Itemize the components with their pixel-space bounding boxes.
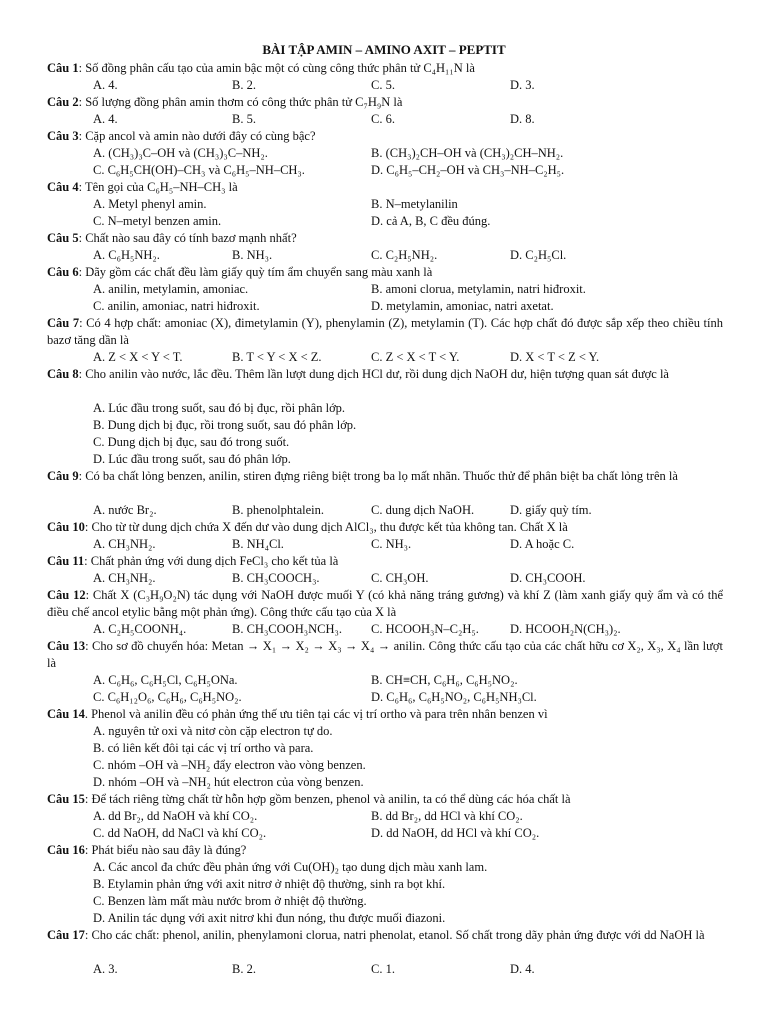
option-c[interactable]: C. 6. (371, 112, 395, 126)
question-label: Câu 1 (47, 61, 79, 75)
options-15-row1 (93, 808, 723, 825)
question-3 (47, 128, 723, 145)
question-label: Câu 14 (47, 707, 85, 721)
question-2 (47, 94, 723, 111)
question-text: : Cặp ancol và amin nào dưới đây có cùng bậc? (78, 129, 316, 143)
question-label: Câu 12 (47, 588, 86, 602)
option-b[interactable]: B. 2. (232, 962, 256, 976)
question-label: Câu 16 (47, 843, 85, 857)
option-b[interactable]: B. CH₃COOCH₃. (232, 571, 320, 585)
options-3-row2 (93, 162, 723, 179)
option-b[interactable]: B. Dung dịch bị đục, rồi trong suốt, sau đó phân lớp. (93, 418, 357, 432)
question-10 (47, 519, 723, 536)
question-label: Câu 9 (47, 469, 79, 483)
question-text: : Có 4 hợp chất: amoniac (X), đimetylamin (Y), phenylamin (Z), metylamin (T). Các hợp chất đó được sắp xếp theo chiều tính bazơ tăng dần là (47, 316, 723, 347)
option-c[interactable]: C. CH₃OH. (371, 571, 429, 585)
options-13-row2 (93, 689, 723, 706)
option-c[interactable]: C. nhóm –OH và –NH₂ đẩy electron vào vòng benzen. (93, 758, 366, 772)
question-text: : Số lượng đồng phân amin thơm có công thức phân tử C₇H₉N là (78, 95, 403, 109)
options-12 (93, 621, 723, 638)
question-text: : Để tách riêng từng chất từ hỗn hợp gồm benzen, phenol và anilin, ta có thể dùng các hóa chất là (84, 792, 571, 806)
option-c[interactable]: C. C₆H₁₂O₆, C₆H₆, C₆H₅NO₂. (93, 690, 242, 704)
question-label: Câu 13 (47, 639, 86, 653)
option-c[interactable]: C. Z < X < T < Y. (371, 350, 460, 364)
option-b[interactable]: B. dd Br₂, dd HCl và khí CO₂. (371, 809, 523, 823)
option-d[interactable]: D. C₂H₅Cl. (510, 248, 567, 262)
option-a[interactable]: A. dd Br₂, dd NaOH và khí CO₂. (93, 809, 258, 823)
option-b[interactable]: B. N–metylanilin (371, 197, 458, 211)
question-15 (47, 791, 723, 808)
question-text: : Tên gọi của C₆H₅–NH–CH₃ là (78, 180, 238, 194)
option-d[interactable]: D. nhóm –OH và –NH₂ hút electron của vòng benzen. (93, 775, 364, 789)
option-c[interactable]: C. dung dịch NaOH. (371, 503, 475, 517)
option-b[interactable]: B. (CH₃)₂CH–OH và (CH₃)₂CH–NH₂. (371, 146, 564, 160)
question-text: : Phát biểu nào sau đây là đúng? (84, 843, 247, 857)
option-c[interactable]: C. C₂H₅NH₂. (371, 248, 438, 262)
options-13-row1 (93, 672, 723, 689)
option-a[interactable]: A. Lúc đầu trong suốt, sau đó bị đục, rồi phân lớp. (93, 401, 346, 415)
option-a[interactable]: A. 3. (93, 962, 118, 976)
option-c[interactable]: C. Dung dịch bị đục, sau đó trong suốt. (93, 435, 290, 449)
question-label: Câu 11 (47, 554, 85, 568)
question-label: Câu 5 (47, 231, 79, 245)
option-b[interactable]: B. NH₄Cl. (232, 537, 284, 551)
options-11 (93, 570, 723, 587)
option-d[interactable]: D. HCOOH₂N(CH₃)₂. (510, 622, 621, 636)
option-a[interactable]: A. CH₃NH₂. (93, 571, 156, 585)
question-14 (47, 706, 723, 723)
option-a[interactable]: A. CH₃NH₂. (93, 537, 156, 551)
option-d[interactable]: D. C₆H₅–CH₂–OH và CH₃–NH–C₂H₅. (371, 163, 565, 177)
option-b[interactable]: B. CH≡CH, C₆H₆, C₆H₅NO₂. (371, 673, 518, 687)
question-6 (47, 264, 723, 281)
option-a[interactable]: A. C₆H₅NH₂. (93, 248, 160, 262)
options-9 (93, 502, 723, 519)
options-4-row1 (93, 196, 723, 213)
question-text: : Có ba chất lỏng benzen, anilin, stiren đựng riêng biệt trong ba lọ mất nhãn. Thuốc thử để phân biệt ba chất lỏng trên là (78, 469, 678, 483)
options-6-row1 (93, 281, 723, 298)
option-d[interactable]: D. 3. (510, 78, 535, 92)
option-d[interactable]: D. cả A, B, C đều đúng. (371, 214, 491, 228)
options-17 (93, 961, 723, 978)
option-d[interactable]: D. giấy quỳ tím. (510, 503, 592, 517)
question-label: Câu 8 (47, 367, 79, 381)
option-d[interactable]: D. 4. (510, 962, 535, 976)
question-text: : Số đồng phân cấu tạo của amin bậc một có cùng công thức phân tử C₄H₁₁N là (78, 61, 475, 75)
option-a[interactable]: A. 4. (93, 112, 118, 126)
question-12 (47, 587, 723, 621)
question-1 (47, 60, 723, 77)
option-a[interactable]: A. C₂H₅COONH₄. (93, 622, 187, 636)
option-c[interactable]: C. anilin, amoniac, natri hiđroxit. (93, 299, 260, 313)
option-d[interactable]: D. CH₃COOH. (510, 571, 586, 585)
question-text: : Chất X (C₃H₉O₂N) tác dụng với NaOH được muối Y (có khả năng tráng gương) và khí Z (làm xanh giấy quỳ ẩm và có thể điều chế ancol etylic bằng một phản ứng). Công thức cấu tạo của X là (47, 588, 724, 619)
option-a[interactable]: A. Các ancol đa chức đều phản ứng với Cu(OH)₂ tạo dung dịch màu xanh lam. (93, 860, 488, 874)
option-c[interactable]: C. 5. (371, 78, 395, 92)
option-b[interactable]: B. T < Y < X < Z. (232, 350, 322, 364)
question-label: Câu 3 (47, 129, 79, 143)
options-6-row2 (93, 298, 723, 315)
option-c[interactable]: C. 1. (371, 962, 395, 976)
question-label: Câu 10 (47, 520, 85, 534)
option-b[interactable]: B. CH₃COOH₃NCH₃. (232, 622, 342, 636)
option-d[interactable]: D. A hoặc C. (510, 537, 575, 551)
option-d[interactable]: D. metylamin, amoniac, natri axetat. (371, 299, 554, 313)
option-b[interactable]: B. phenolphtalein. (232, 503, 324, 517)
option-a[interactable]: A. C₆H₆, C₆H₅Cl, C₆H₅ONa. (93, 673, 238, 687)
option-c[interactable]: C. N–metyl benzen amin. (93, 214, 222, 228)
option-a[interactable]: A. Z < X < Y < T. (93, 350, 183, 364)
question-7 (47, 315, 723, 349)
question-11 (47, 553, 723, 570)
options-15-row2 (93, 825, 723, 842)
options-4-row2 (93, 213, 723, 230)
option-c[interactable]: C. Benzen làm mất màu nước brom ở nhiệt độ thường. (93, 894, 367, 908)
question-text: : Chất phản ứng với dung dịch FeCl₃ cho kết tủa là (84, 554, 339, 568)
option-c[interactable]: C. C₆H₅CH(OH)–CH₃ và C₆H₅–NH–CH₃. (93, 163, 305, 177)
question-label: Câu 2 (47, 95, 79, 109)
options-1 (93, 77, 723, 94)
option-d[interactable]: D. Lúc đầu trong suốt, sau đó phân lớp. (93, 452, 291, 466)
question-label: Câu 4 (47, 180, 79, 194)
question-label: Câu 15 (47, 792, 85, 806)
question-label: Câu 17 (47, 928, 85, 942)
option-a[interactable]: A. Metyl phenyl amin. (93, 197, 207, 211)
question-16 (47, 842, 723, 859)
question-text: : Cho anilin vào nước, lắc đều. Thêm lần lượt dung dịch HCl dư, rồi dung dịch NaOH dư, hiện tượng quan sát được là (78, 367, 669, 381)
question-text: : Chất nào sau đây có tính bazơ mạnh nhất? (78, 231, 297, 245)
question-text: : Cho các chất: phenol, anilin, phenylamoni clorua, natri phenolat, etanol. Số chất trong dãy phản ứng được với dd NaOH là (84, 928, 705, 942)
question-label: Câu 6 (47, 265, 79, 279)
question-5 (47, 230, 723, 247)
question-4 (47, 179, 723, 196)
option-d[interactable]: D. dd NaOH, dd HCl và khí CO₂. (371, 826, 540, 840)
option-d[interactable]: D. X < T < Z < Y. (510, 350, 600, 364)
question-text: : Cho từ từ dung dịch chứa X đến dư vào dung dịch AlCl₃, thu được kết tủa không tan. Chất X là (84, 520, 568, 534)
option-b[interactable]: B. có liên kết đôi tại các vị trí ortho và para. (93, 741, 314, 755)
option-a[interactable]: A. nước Br₂. (93, 503, 157, 517)
option-a[interactable]: A. 4. (93, 78, 118, 92)
option-a[interactable]: A. (CH₃)₃C–OH và (CH₃)₃C–NH₂. (93, 146, 268, 160)
option-d[interactable]: D. 8. (510, 112, 535, 126)
question-text: : Cho sơ đồ chuyển hóa: Metan → X₁ → X₂ → X₃ → X₄ → anilin. Công thức cấu tạo của các chất hữu cơ X₂, X₃, X₄ lần lượt là (47, 639, 724, 670)
option-b[interactable]: B. Etylamin phản ứng với axit nitrơ ở nhiệt độ thường, sinh ra bọt khí. (93, 877, 446, 891)
option-d[interactable]: D. Anilin tác dụng với axit nitrơ khi đun nóng, thu được muối điazoni. (93, 911, 446, 925)
options-5 (93, 247, 723, 264)
option-b[interactable]: B. 5. (232, 112, 256, 126)
options-2 (93, 111, 723, 128)
option-a[interactable]: A. nguyên tử oxi và nitơ còn cặp electron tự do. (93, 724, 333, 738)
option-a[interactable]: A. anilin, metylamin, amoniac. (93, 282, 249, 296)
option-b[interactable]: B. amoni clorua, metylamin, natri hiđroxit. (371, 282, 586, 296)
question-label: Câu 7 (47, 316, 80, 330)
options-7 (93, 349, 723, 366)
question-text: . Phenol và anilin đều có phản ứng thế ưu tiên tại các vị trí ortho và para trên nhân benzen vì (84, 707, 548, 721)
question-9 (47, 468, 723, 485)
question-17 (47, 927, 723, 944)
option-b[interactable]: B. NH₃. (232, 248, 273, 262)
question-8 (47, 366, 723, 383)
options-10 (93, 536, 723, 553)
question-text: : Dãy gồm các chất đều làm giấy quỳ tím ẩm chuyển sang màu xanh là (78, 265, 433, 279)
page-title: BÀI TẬP AMIN – AMINO AXIT – PEPTIT (262, 42, 506, 57)
option-c[interactable]: C. NH₃. (371, 537, 412, 551)
option-d[interactable]: D. C₆H₆, C₆H₅NO₂, C₆H₅NH₃Cl. (371, 690, 537, 704)
option-c[interactable]: C. HCOOH₃N–C₂H₅. (371, 622, 479, 636)
option-b[interactable]: B. 2. (232, 78, 256, 92)
question-13 (47, 638, 723, 672)
options-3-row1 (93, 145, 723, 162)
option-c[interactable]: C. dd NaOH, dd NaCl và khí CO₂. (93, 826, 267, 840)
